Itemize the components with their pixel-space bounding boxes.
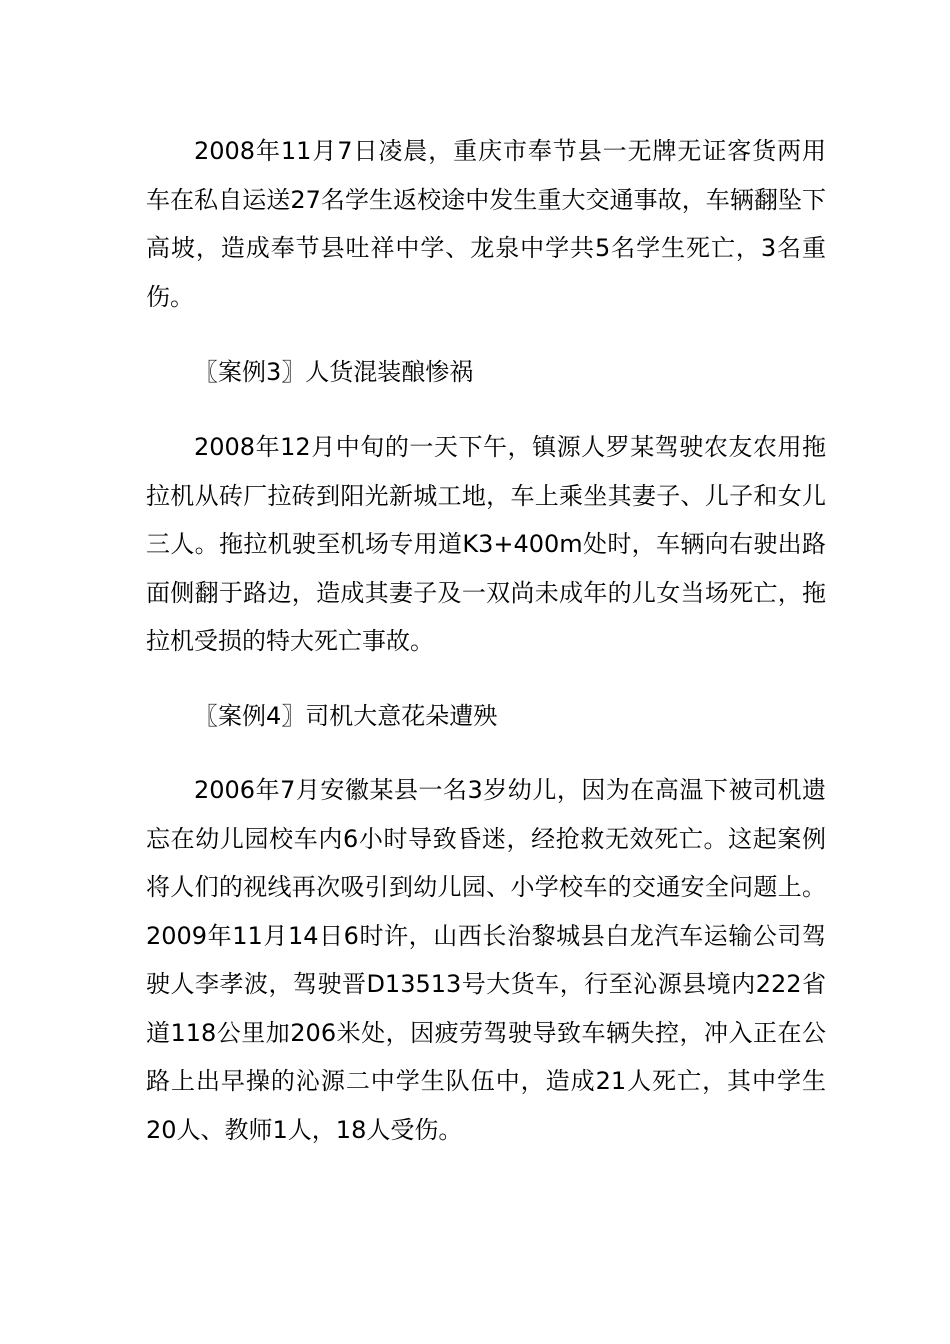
case-3-heading: 〖案例3〗人货混装酿惨祸	[194, 358, 474, 386]
case-4-heading: 〖案例4〗司机大意花朵遭殃	[194, 702, 498, 730]
paragraph-case-4: 2006年7月安徽某县一名3岁幼儿，因为在高温下被司机遗忘在幼儿园校车内6小时导致昏迷，经抢救无效死亡。这起案例将人们的视线再次吸引到幼儿园、小学校车的交通安全问题上。2009年11月14日6时许，山西长治黎城县白龙汽车运输公司驾驶人李孝波，驾驶晋D13513号大货车，行至沁源县境内222省道118公里加206米处，因疲劳驾驶导致车辆失控，冲入正在公路上出早操的沁源二中学生队伍中，造成21人死亡，其中学生20人、教师1人，18人受伤。	[146, 776, 826, 1144]
paragraph-case-3: 2008年12月中旬的一天下午，镇源人罗某驾驶农友农用拖拉机从砖厂拉砖到阳光新城工地，车上乘坐其妻子、儿子和女儿三人。拖拉机驶至机场专用道K3+400m处时，车辆向右驶出路面侧翻于路边，造成其妻子及一双尚未成年的儿女当场死亡，拖拉机受损的特大死亡事故。	[146, 433, 826, 655]
paragraph-case-fengjie: 2008年11月7日凌晨，重庆市奉节县一无牌无证客货两用车在私自运送27名学生返校途中发生重大交通事故，车辆翻坠下高坡，造成奉节县吐祥中学、龙泉中学共5名学生死亡，3名重伤。	[146, 137, 826, 311]
